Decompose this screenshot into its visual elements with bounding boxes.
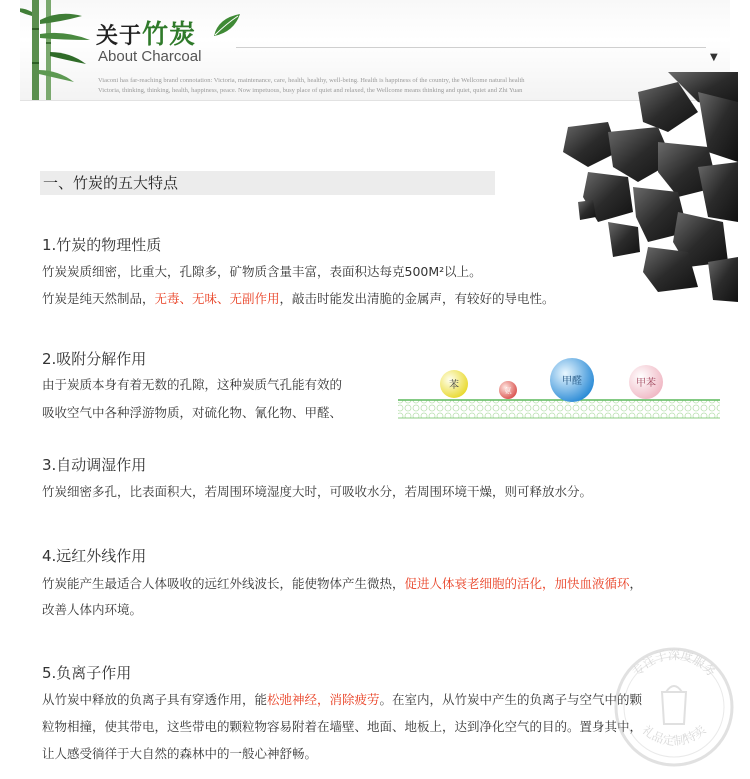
item-text: 竹炭炭质细密，比重大，孔隙多，矿物质含量丰富，表面积达每克500M²以上。 [42,264,482,279]
charcoal-image [548,72,738,302]
molecule-label: 甲醛 [562,376,582,387]
banner-text-line: Viaconi has far-reaching brand connotation: Victoria, maintenance, care, health, healthy, well-being. Health is happiness of the country, the Wellcome natural health [98,77,525,84]
watermark-seal [604,632,744,772]
molecule-diagram [396,356,722,426]
item-text: 竹炭细密多孔，比表面积大，若周围环境湿度大时，可吸收水分，若周围环境干燥，则可释放水分。 [42,484,593,499]
item-title: 3.自动调湿作用 [42,456,147,474]
item-text: 吸收空气中各种浮游物质，对硫化物、氰化物、甲醛、 [42,405,343,420]
item-title: 4.远红外线作用 [42,547,147,565]
text-span: 从竹炭中释放的负离子具有穿透作用，能 [42,692,268,707]
highlight-text: 无毒、无味、无副作用 [154,291,280,306]
molecule-label: 甲苯 [636,378,656,389]
item-text: 让人感受徜徉于大自然的森林中的一般心神舒畅。 [42,746,318,761]
divider [236,47,706,48]
item-text [42,289,555,307]
banner-title [96,14,196,51]
seal-bottom-text: 礼品定制特卖 [639,722,709,749]
highlight-text: 促进人体衰老细胞的活化，加快血液循环 [404,576,630,591]
item-title: 2.吸附分解作用 [42,350,147,368]
seal-top-text: 专注于深度服务 [629,648,719,680]
banner-title-en: About Charcoal [98,48,202,65]
adsorption-illustration [396,356,722,430]
item-text [42,574,642,592]
banner-text-line: Victoria, thinking, thinking, health, happiness, peace. Now impetuous, busy place of quiet and relaxed, the Wellcome means thinking and quiet, quiet and Zhi Yuan [98,87,523,94]
item-title: 1.竹炭的物理性质 [42,236,162,254]
item-text: 粒物相撞，使其带电，这些带电的颗粒物容易附着在墙壁、地面、地板上，达到净化空气的目的。置身其中， [42,719,643,734]
leaf-icon [212,12,242,38]
item-text: 由于炭质本身有着无数的孔隙，这种炭质气孔能有效的 [42,377,343,392]
item-text [42,690,642,708]
text-span: 。在室内，从竹炭中产生的负离子与空气中的颗 [379,692,643,707]
section-title: 一、竹炭的五大特点 [40,171,495,195]
banner-title-highlight: 竹炭 [142,20,197,50]
text-span: 竹炭能产生最适合人体吸收的远红外线波长，能使物体产生微热， [42,576,405,591]
svg-text:专注于深度服务 [629,647,719,679]
triangle-down-icon: ▼ [710,52,718,63]
text-span: ， [629,576,643,591]
highlight-text: 松弛神经，消除疲劳 [267,692,380,707]
item-title: 5.负离子作用 [42,664,132,682]
svg-text:礼品定制特卖 [639,722,708,748]
molecule-label: 氨 [504,387,512,395]
banner-title-prefix: 关于 [96,23,143,49]
item-text: 改善人体内环境。 [42,602,143,617]
text-span: 竹炭是纯天然制品， [42,291,155,306]
bamboo-illustration [20,0,100,100]
text-span: ，敲击时能发出清脆的金属声，有较好的导电性。 [279,291,555,306]
molecule-label: 苯 [449,380,459,391]
